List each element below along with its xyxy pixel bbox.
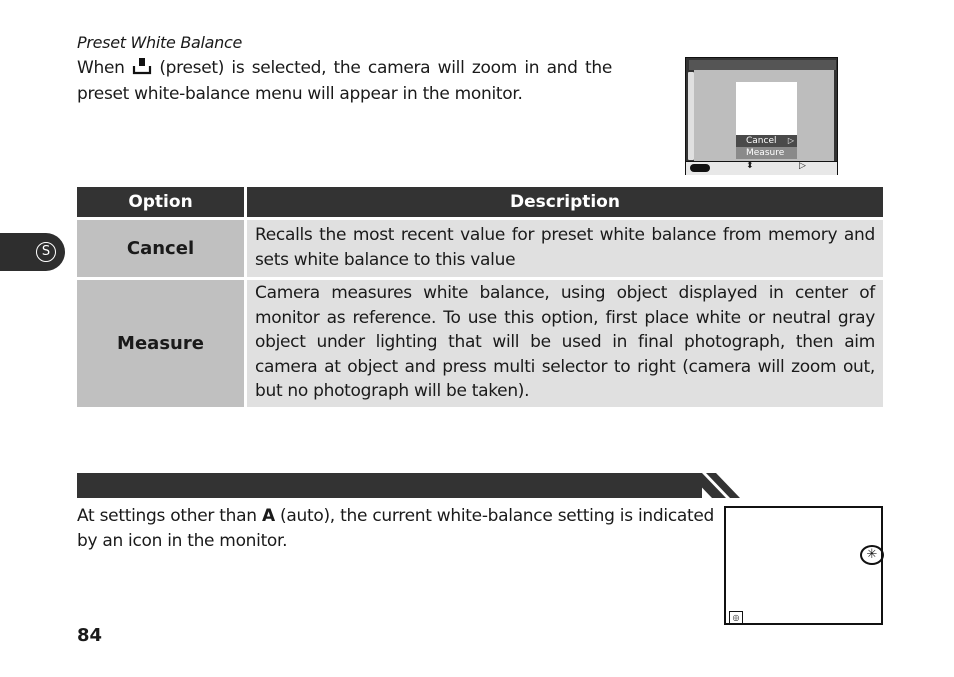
up-down-icon: ⬍ <box>746 161 754 171</box>
menu-item-label: Cancel <box>746 136 777 146</box>
menu-item-cancel <box>736 135 797 147</box>
auto-setting-label: A <box>261 506 275 526</box>
option-name: Cancel <box>77 220 244 277</box>
option-name: Measure <box>77 280 244 407</box>
intro-text-after: (preset) is selected, the camera will zoom in and the preset white-balance menu will appear in the monitor. <box>77 58 612 104</box>
bottom-text-before: At settings other than <box>77 506 257 526</box>
monitor-display <box>724 506 883 625</box>
monitor-top-bar <box>689 60 836 70</box>
intro-text-before: When <box>77 58 125 78</box>
preset-menu <box>736 135 797 160</box>
menu-button-icon <box>690 164 710 172</box>
right-arrow-icon: ▷ <box>787 136 794 145</box>
options-table <box>74 184 886 410</box>
table-header-row <box>77 187 883 217</box>
bottom-text-after: (auto), the current white-balance setting is indicated by an icon in the monitor. <box>77 506 714 551</box>
column-header-option: Option <box>77 187 244 217</box>
zoom-target-area <box>736 82 797 138</box>
shooting-mode-icon: ◎ <box>729 611 743 624</box>
page-number: 84 <box>77 625 103 646</box>
preset-wb-icon <box>132 57 152 82</box>
intro-paragraph <box>77 56 612 106</box>
section-title: Preset White Balance <box>77 33 243 52</box>
monitor-bottom-bar <box>686 161 837 175</box>
monitor-left-bar <box>688 72 694 160</box>
menu-item-label: Measure <box>746 148 785 158</box>
table-row <box>77 220 883 277</box>
chapter-tab <box>0 233 65 271</box>
white-balance-icon: ✳ <box>860 545 884 565</box>
option-description: Recalls the most recent value for preset white balance from memory and sets white balance to this value <box>247 220 883 277</box>
section-heading-band <box>77 473 702 498</box>
menu-item-measure <box>736 147 797 159</box>
monitor-preview <box>685 57 838 175</box>
right-arrow-icon: ▷ <box>799 161 806 171</box>
table-row <box>77 280 883 407</box>
monitor-icon-paragraph <box>77 504 714 553</box>
column-header-description: Description <box>247 187 883 217</box>
heading-band-stripes <box>688 473 740 498</box>
shooting-menu-icon: S <box>36 242 56 262</box>
option-description: Camera measures white balance, using object displayed in center of monitor as reference. To use this option, first place white or neutral gray object under lighting that will be used in final photograph, then aim camera at object and press multi selector to right (camera will zoom out, but no photograph will be taken). <box>247 280 883 407</box>
